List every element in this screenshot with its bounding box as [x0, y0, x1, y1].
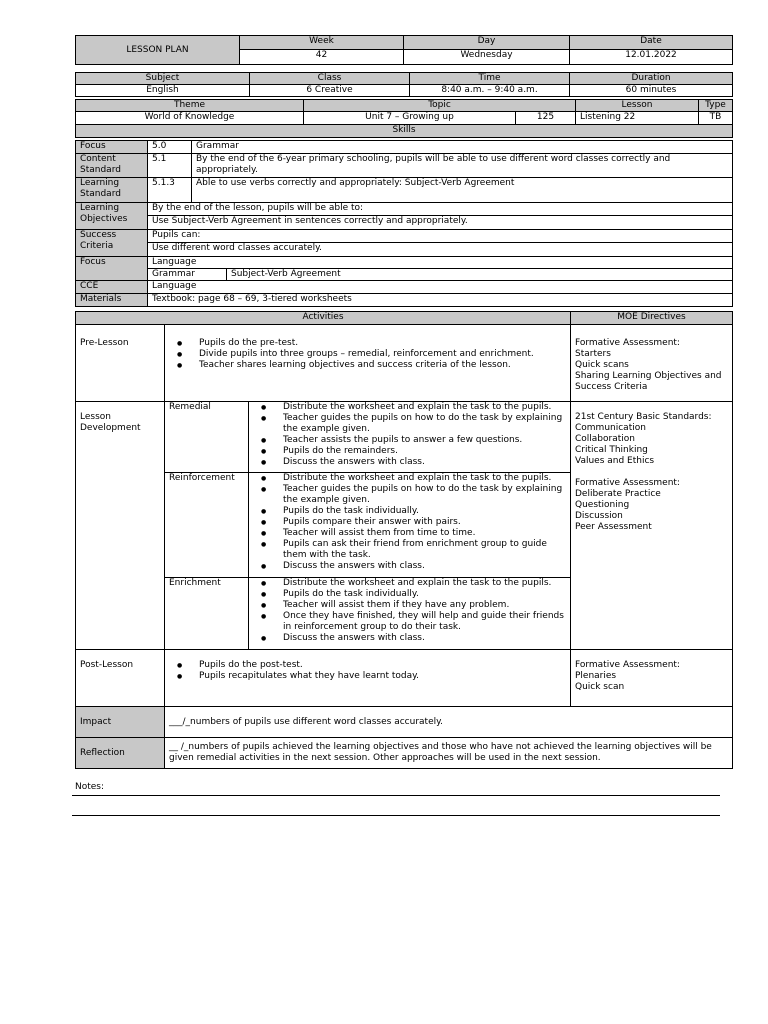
- list-item: ● Teacher guides the pupils on how to do the task by explaining the example given.: [261, 413, 566, 435]
- notes-line[interactable]: [72, 815, 720, 816]
- activities-table: [75, 311, 733, 769]
- moe-line: Deliberate Practice: [575, 489, 661, 499]
- impact-value: ___/_numbers of pupils use different word classes accurately.: [165, 707, 733, 738]
- learning-standard-code: 5.1.3: [148, 178, 192, 203]
- type-value: TB: [699, 112, 733, 125]
- day-value: Wednesday: [404, 50, 570, 65]
- list-item: ● Discuss the answers with class.: [261, 561, 566, 572]
- cce-value: Language: [148, 281, 733, 294]
- objectives-label: Learning Objectives: [76, 203, 148, 230]
- learning-standard-label: Learning Standard: [76, 178, 148, 203]
- moe-line: Values and Ethics: [575, 456, 655, 466]
- lesson-development-moe: [571, 402, 733, 650]
- post-lesson-moe: [571, 650, 733, 707]
- type-label: Type: [699, 100, 733, 112]
- reflection-label: Reflection: [76, 738, 165, 769]
- moe-line: Formative Assessment:: [575, 478, 680, 488]
- enrichment-list: [253, 578, 566, 644]
- remedial-label: Remedial: [165, 402, 249, 473]
- moe-line: Critical Thinking: [575, 445, 648, 455]
- skills-heading: Skills: [76, 125, 733, 138]
- moe-heading: MOE Directives: [571, 312, 733, 325]
- list-item: ● Pupils do the task individually.: [261, 589, 566, 600]
- content-standard-code: 5.1: [148, 154, 192, 178]
- learning-standard-value: Able to use verbs correctly and appropriately: Subject-Verb Agreement: [192, 178, 733, 203]
- pre-lesson-moe: [571, 325, 733, 402]
- cce-label: CCE: [76, 281, 148, 294]
- lesson-number: 125: [516, 112, 576, 125]
- moe-line: Communication: [575, 423, 646, 433]
- list-item: ● Pupils can ask their friend from enrichment group to guide them with the task.: [261, 539, 566, 561]
- moe-line: Questioning: [575, 500, 630, 510]
- duration-label: Duration: [570, 73, 733, 85]
- subject-label: Subject: [76, 73, 250, 85]
- list-item: ● Teacher shares learning objectives and success criteria of the lesson.: [177, 360, 566, 371]
- duration-value: 60 minutes: [570, 85, 733, 97]
- week-value: 42: [240, 50, 404, 65]
- moe-line: Formative Assessment:: [575, 660, 680, 670]
- moe-line: Formative Assessment:: [575, 338, 680, 348]
- impact-label: Impact: [76, 707, 165, 738]
- reinforcement-label: Reinforcement: [165, 473, 249, 578]
- objectives-intro: By the end of the lesson, pupils will be able to:: [148, 203, 733, 216]
- subject-info-table: [75, 72, 733, 97]
- list-item: ● Pupils do the remainders.: [261, 446, 566, 457]
- focus2-language: Language: [148, 257, 733, 269]
- notes-line[interactable]: [72, 795, 720, 796]
- content-standard-label: Content Standard: [76, 154, 148, 178]
- focus-code: 5.0: [148, 141, 192, 154]
- list-item: ● Discuss the answers with class.: [261, 457, 566, 468]
- focus2-detail: Subject-Verb Agreement: [227, 269, 733, 281]
- list-item: ● Teacher will assist them if they have any problem.: [261, 600, 566, 611]
- theme-value: World of Knowledge: [76, 112, 304, 125]
- topic-value: Unit 7 – Growing up: [304, 112, 516, 125]
- post-lesson-list: [169, 660, 566, 682]
- time-value: 8:40 a.m. – 9:40 a.m.: [410, 85, 570, 97]
- subject-value: English: [76, 85, 250, 97]
- reinforcement-list: [253, 473, 566, 572]
- list-item: ● Divide pupils into three groups – remedial, reinforcement and enrichment.: [177, 349, 566, 360]
- moe-line: Starters: [575, 349, 611, 359]
- date-label: Date: [570, 36, 733, 50]
- lesson-label: Lesson: [576, 100, 699, 112]
- focus2-label: Focus: [76, 257, 148, 281]
- success-intro: Pupils can:: [148, 230, 733, 243]
- notes-label: Notes:: [75, 782, 105, 792]
- activities-heading: Activities: [76, 312, 571, 325]
- enrichment-label: Enrichment: [165, 578, 249, 650]
- objectives-value: Use Subject-Verb Agreement in sentences correctly and appropriately.: [148, 216, 733, 230]
- success-value: Use different word classes accurately.: [148, 243, 733, 257]
- moe-line: Peer Assessment: [575, 522, 652, 532]
- class-value: 6 Creative: [250, 85, 410, 97]
- list-item: ● Teacher guides the pupils on how to do the task by explaining the example given.: [261, 484, 566, 506]
- moe-line: Quick scan: [575, 682, 625, 692]
- week-label: Week: [240, 36, 404, 50]
- list-item: ● Teacher assists the pupils to answer a few questions.: [261, 435, 566, 446]
- moe-line: Collaboration: [575, 434, 635, 444]
- moe-line: Discussion: [575, 511, 623, 521]
- focus-label: Focus: [76, 141, 148, 154]
- list-item: ● Distribute the worksheet and explain the task to the pupils.: [261, 402, 566, 413]
- focus2-grammar: Grammar: [148, 269, 227, 281]
- content-standard-value: By the end of the 6-year primary schooling, pupils will be able to use different word classes correctly and appropriately.: [192, 154, 733, 178]
- list-item: ● Pupils do the post-test.: [177, 660, 566, 671]
- list-item: ● Distribute the worksheet and explain the task to the pupils.: [261, 578, 566, 589]
- list-item: ● Pupils recapitulates what they have learnt today.: [177, 671, 566, 682]
- time-label: Time: [410, 73, 570, 85]
- success-criteria-label: Success Criteria: [76, 230, 148, 257]
- moe-line: Plenaries: [575, 671, 617, 681]
- list-item: ● Pupils compare their answer with pairs.: [261, 517, 566, 528]
- moe-line: Quick scans: [575, 360, 629, 370]
- class-label: Class: [250, 73, 410, 85]
- header-table: [75, 35, 733, 65]
- moe-line: Sharing Learning Objectives and Success Criteria: [575, 371, 722, 392]
- date-value: 12.01.2022: [570, 50, 733, 65]
- pre-lesson-list: [169, 338, 566, 371]
- reflection-value: __ /_numbers of pupils achieved the learning objectives and those who have not achieved the learning objectives will be given remedial activities in the next session. Other approaches will be used in the next session.: [165, 738, 733, 769]
- lesson-development-label: Lesson Development: [76, 402, 165, 650]
- list-item: ● Pupils do the task individually.: [261, 506, 566, 517]
- lesson-plan-title: LESSON PLAN: [76, 36, 240, 65]
- list-item: ● Pupils do the pre-test.: [177, 338, 566, 349]
- theme-label: Theme: [76, 100, 304, 112]
- list-item: ● Distribute the worksheet and explain the task to the pupils.: [261, 473, 566, 484]
- moe-line: 21st Century Basic Standards:: [575, 412, 712, 422]
- list-item: ● Once they have finished, they will help and guide their friends in reinforcement group to do their task.: [261, 611, 566, 633]
- remedial-list: [253, 402, 566, 468]
- materials-value: Textbook: page 68 – 69, 3-tiered worksheets: [148, 294, 733, 307]
- topic-label: Topic: [304, 100, 576, 112]
- focus-value: Grammar: [192, 141, 733, 154]
- pre-lesson-label: Pre-Lesson: [76, 325, 165, 402]
- theme-table: [75, 99, 733, 138]
- skills-table: [75, 140, 733, 307]
- lesson-value: Listening 22: [576, 112, 699, 125]
- post-lesson-label: Post-Lesson: [76, 650, 165, 707]
- materials-label: Materials: [76, 294, 148, 307]
- list-item: ● Teacher will assist them from time to time.: [261, 528, 566, 539]
- list-item: ● Discuss the answers with class.: [261, 633, 566, 644]
- day-label: Day: [404, 36, 570, 50]
